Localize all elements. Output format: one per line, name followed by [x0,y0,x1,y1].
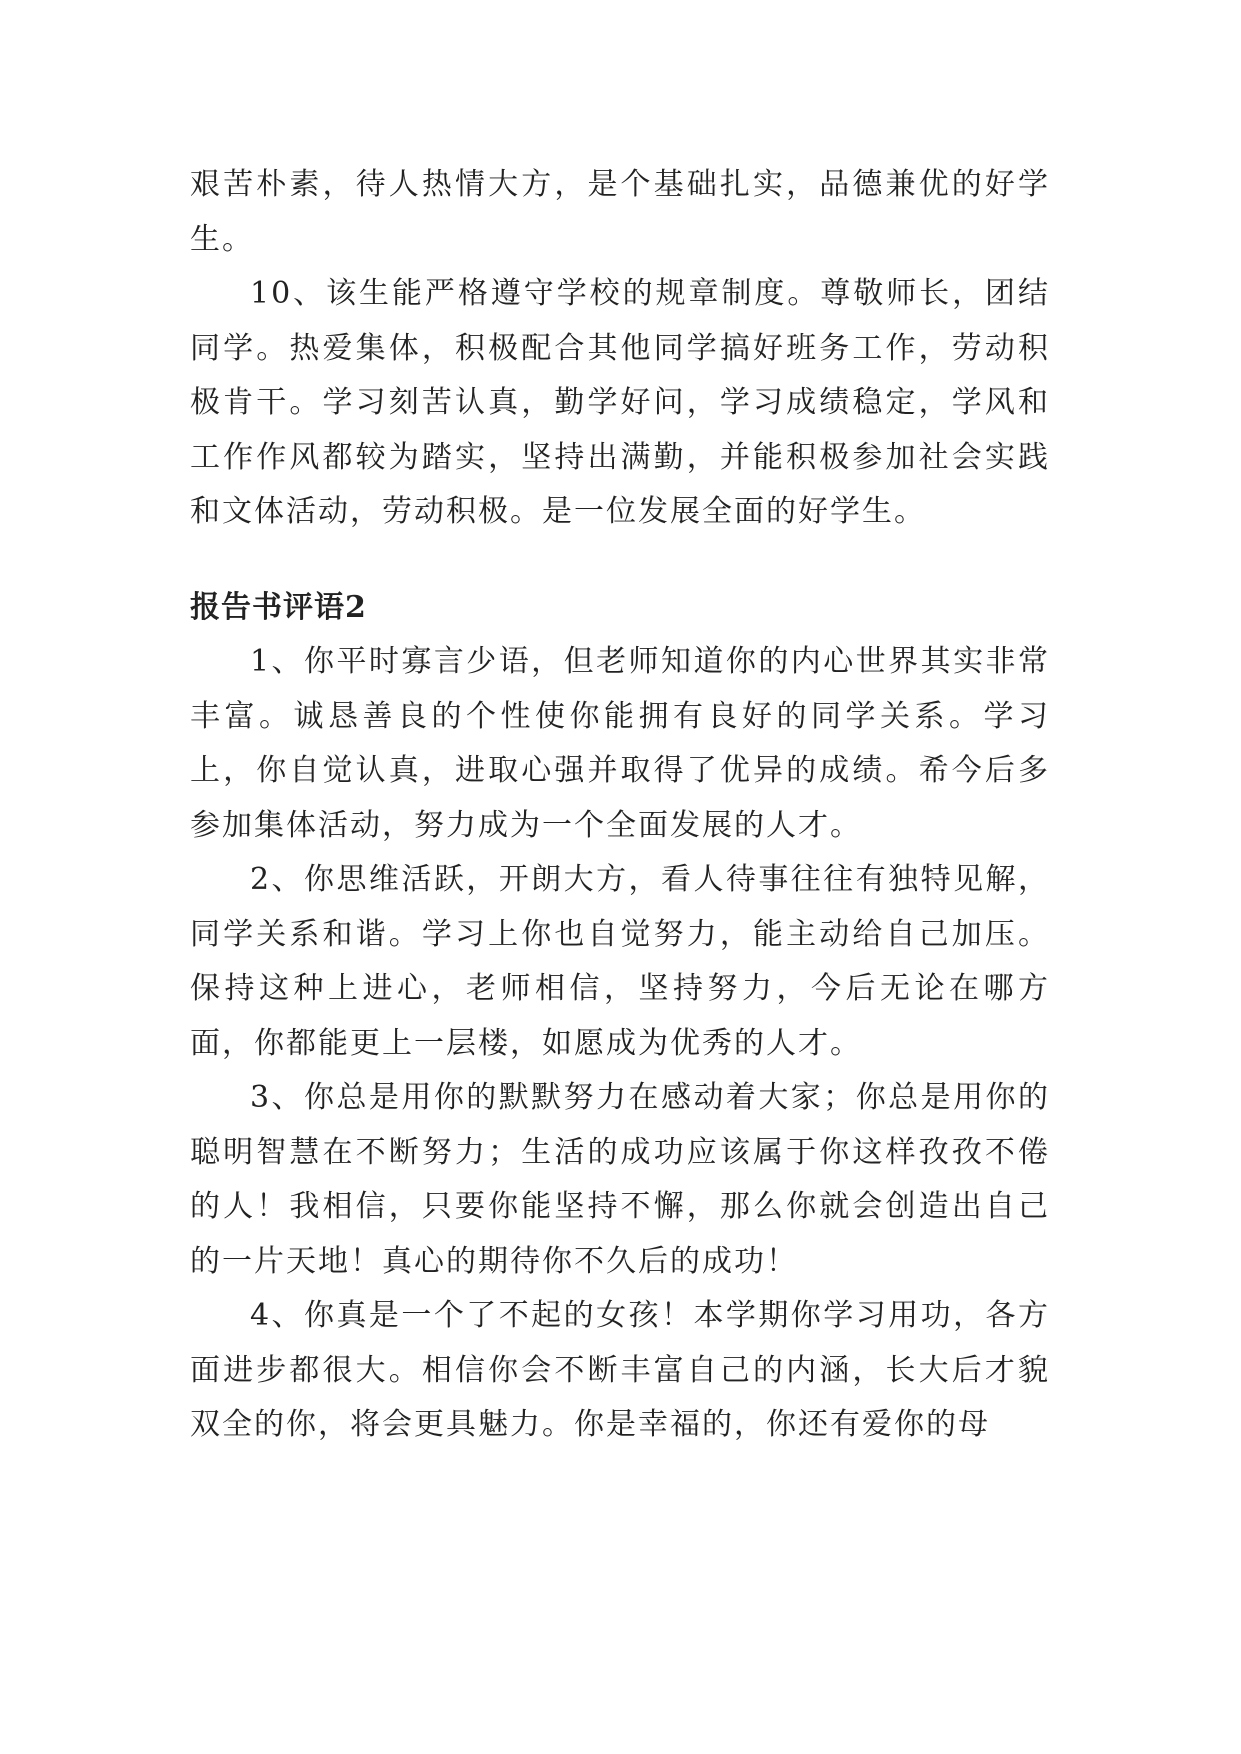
section-heading: 报告书评语2 [190,589,367,625]
comment-paragraph-3: 3、你总是用你的默默努力在感动着大家；你总是用你的聪明智慧在不断努力；生活的成功应该属于你这样孜孜不倦的人！我相信，只要你能坚持不懈，那么你就会创造出自己的一片天地！真心的期待你不久后的成功！ [190,1080,1050,1279]
comment-paragraph-2: 2、你思维活跃，开朗大方，看人待事往往有独特见解，同学关系和谐。学习上你也自觉努力，能主动给自己加压。保持这种上进心，老师相信，坚持努力，今后无论在哪方面，你都能更上一层楼，如愿成为优秀的人才。 [190,862,1050,1061]
intro-paragraph: 艰苦朴素，待人热情大方，是个基础扎实，品德兼优的好学生。 [190,167,1050,257]
document-page [190,158,1050,1453]
comment-paragraph-4: 4、你真是一个了不起的女孩！本学期你学习用功，各方面进步都很大。相信你会不断丰富自己的内涵，长大后才貌双全的你，将会更具魅力。你是幸福的，你还有爱你的母 [190,1298,1050,1442]
comment-paragraph-1: 1、你平时寡言少语，但老师知道你的内心世界其实非常丰富。诚恳善良的个性使你能拥有良好的同学关系。学习上，你自觉认真，进取心强并取得了优异的成绩。希今后多参加集体活动，努力成为一个全面发展的人才。 [190,644,1050,843]
paragraph-10: 10、该生能严格遵守学校的规章制度。尊敬师长，团结同学。热爱集体，积极配合其他同学搞好班务工作，劳动积极肯干。学习刻苦认真，勤学好问，学习成绩稳定，学风和工作作风都较为踏实，坚持出满勤，并能积极参加社会实践和文体活动，劳动积极。是一位发展全面的好学生。 [190,276,1050,529]
